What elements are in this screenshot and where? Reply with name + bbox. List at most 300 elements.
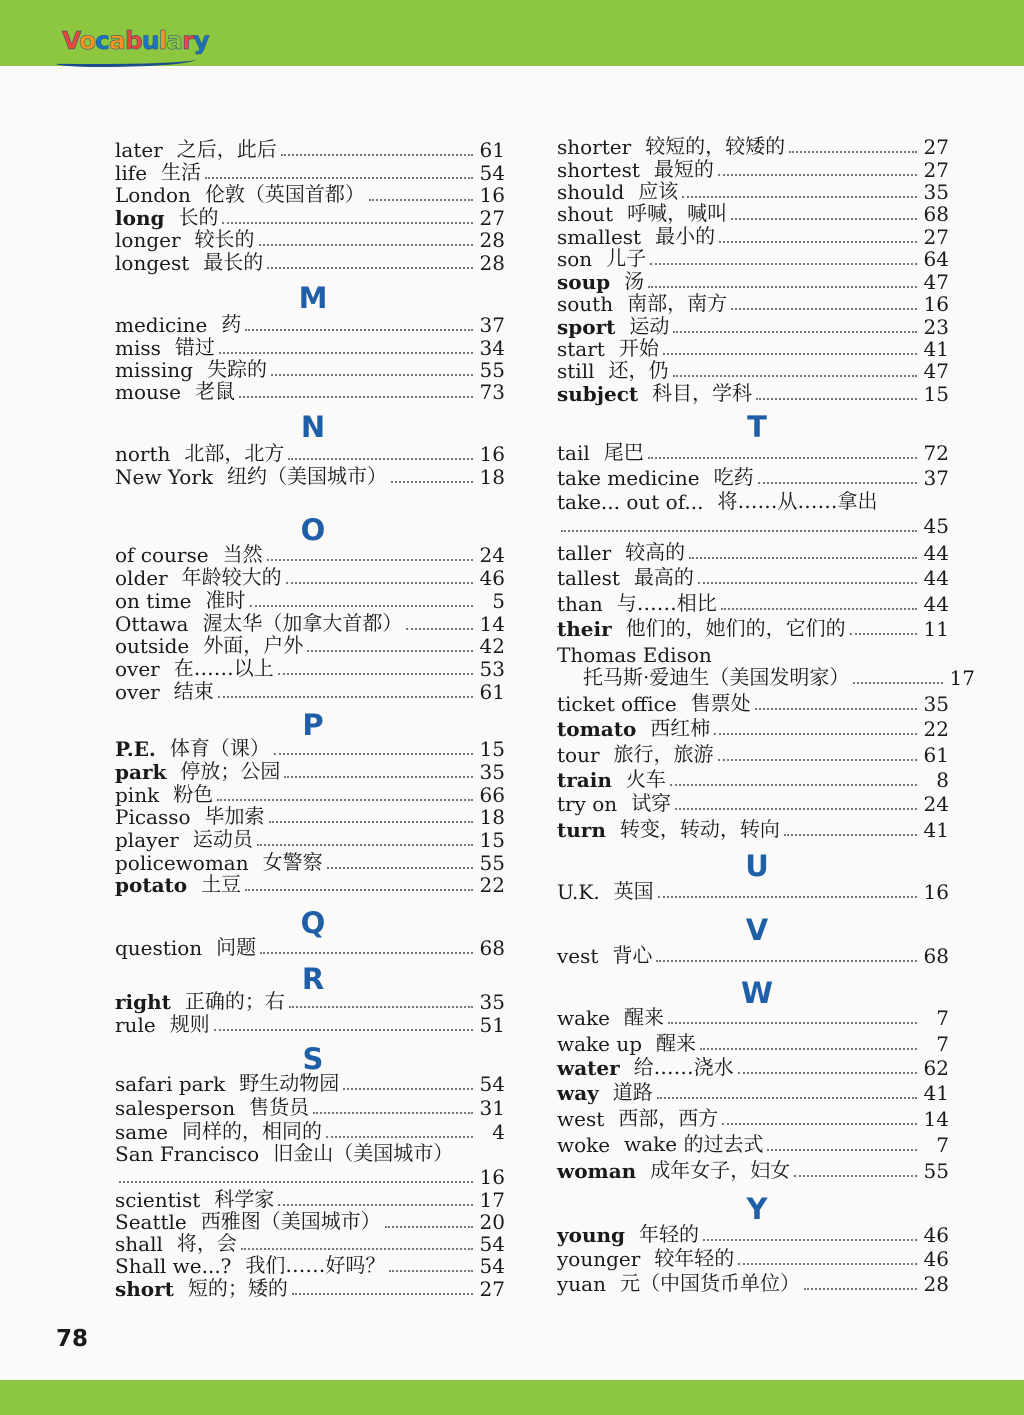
vocab-word: U.K. (557, 880, 600, 904)
vocab-entry (557, 180, 949, 204)
vocab-word: P.E. (115, 737, 156, 761)
vocab-word: younger (557, 1247, 641, 1271)
vocab-meaning: 最高的 (633, 565, 694, 589)
leader-dots (853, 682, 943, 684)
leader-dots (804, 1288, 917, 1290)
vocab-meaning: 错过 (174, 335, 215, 359)
vocab-page: 61 (923, 743, 949, 767)
vocab-word: should (557, 180, 625, 204)
leader-dots (738, 1263, 917, 1265)
leader-dots (673, 331, 917, 333)
logo-letter: o (78, 26, 96, 55)
leader-dots (756, 398, 917, 400)
leader-dots (721, 608, 917, 610)
vocab-page: 46 (479, 566, 505, 590)
leader-dots (260, 952, 473, 954)
vocab-entry (115, 313, 505, 337)
vocab-word: water (557, 1056, 620, 1080)
vocab-meaning: 女警察 (262, 850, 323, 874)
vocab-entry (115, 1165, 505, 1189)
section-letter-w: W (741, 976, 773, 1010)
vocab-word: policewoman (115, 851, 249, 875)
vocab-word: soup (557, 270, 611, 294)
vocab-entry (115, 805, 505, 829)
vocab-word: longer (115, 228, 181, 252)
vocab-entry (115, 380, 505, 404)
vocab-page: 28 (479, 251, 505, 275)
vocab-word: than (557, 592, 603, 616)
leader-dots (700, 1048, 917, 1050)
vocab-entry (115, 228, 505, 252)
vocab-word: player (115, 828, 179, 852)
vocab-page: 11 (923, 617, 949, 641)
vocab-entry (115, 358, 505, 382)
vocab-word: south (557, 292, 614, 316)
vocab-page: 18 (479, 465, 505, 489)
vocab-page: 35 (923, 180, 949, 204)
vocab-meaning: 之后，此后 (176, 137, 277, 161)
vocab-meaning: 给……浇水 (633, 1055, 734, 1079)
page-number: 78 (56, 1326, 89, 1352)
vocab-page: 17 (479, 1188, 505, 1212)
leader-dots (675, 808, 917, 810)
leader-dots (278, 673, 473, 675)
vocab-entry (557, 880, 949, 904)
vocab-page: 64 (923, 247, 949, 271)
vocab-entry (557, 1272, 949, 1296)
section-letter-r: R (301, 962, 325, 996)
vocab-page: 24 (923, 792, 949, 816)
vocab-page: 35 (923, 692, 949, 716)
leader-dots (703, 1239, 917, 1241)
vocab-word: shout (557, 202, 614, 226)
vocab-page: 15 (479, 828, 505, 852)
leader-dots (722, 1123, 917, 1125)
vocab-word: shortest (557, 158, 640, 182)
vocab-page: 41 (923, 818, 949, 842)
vocab-meaning: 旅行，旅游 (613, 742, 714, 766)
leader-dots (650, 263, 917, 265)
vocab-word: north (115, 442, 171, 466)
vocab-entry (557, 944, 949, 968)
vocab-meaning: 最小的 (655, 224, 716, 248)
vocab-meaning: 与……相比 (616, 591, 717, 615)
section-letter-q: Q (300, 906, 326, 940)
vocab-word: short (115, 1277, 174, 1301)
vocab-meaning: 呼喊，喊叫 (627, 201, 728, 225)
leader-dots (218, 696, 473, 698)
vocab-meaning: 背心 (612, 943, 653, 967)
vocab-meaning: 我们……好吗？ (245, 1253, 386, 1277)
leader-dots (327, 867, 473, 869)
leader-dots (561, 530, 917, 532)
vocab-word: New York (115, 465, 213, 489)
vocab-meaning: 老鼠 (195, 379, 235, 403)
vocab-meaning: 较年轻的 (654, 1246, 735, 1270)
vocab-entry (557, 490, 949, 514)
vocab-word: long (115, 206, 165, 230)
vocab-word: woke (557, 1133, 611, 1157)
section-letter-n: N (300, 410, 326, 444)
vocab-word: over (115, 680, 160, 704)
leader-dots (391, 481, 473, 483)
vocab-page: 37 (479, 313, 505, 337)
vocab-page: 61 (479, 138, 505, 162)
vocab-meaning: 正确的；右 (184, 989, 285, 1013)
leader-dots (755, 708, 917, 710)
leader-dots (369, 199, 473, 201)
vocab-entry (557, 382, 949, 406)
vocab-meaning: 将……从……拿出 (717, 489, 878, 513)
vocab-entry (557, 1081, 949, 1105)
footer-bar (0, 1380, 1024, 1415)
vocab-page: 16 (479, 442, 505, 466)
vocab-page: 7 (936, 1133, 949, 1157)
vocab-meaning: 较长的 (194, 227, 255, 251)
vocab-word: Thomas Edison (557, 643, 712, 667)
vocab-word: yuan (557, 1272, 606, 1296)
section-letter-v: V (745, 913, 769, 947)
vocab-page: 51 (479, 1013, 505, 1037)
vocab-meaning: 准时 (205, 588, 246, 612)
vocab-entry (557, 541, 949, 565)
section-letter-y: Y (746, 1192, 768, 1226)
vocab-entry (557, 202, 949, 226)
vocab-word: sport (557, 315, 616, 339)
vocab-page: 44 (923, 566, 949, 590)
leader-dots (259, 244, 473, 246)
vocab-page: 54 (479, 161, 505, 185)
leader-dots (274, 753, 473, 755)
vocab-word: woman (557, 1159, 637, 1183)
section-letter-u: U (745, 849, 769, 883)
vocab-page: 41 (923, 337, 949, 361)
vocab-word: outside (115, 634, 190, 658)
leader-dots (239, 396, 473, 398)
leader-dots (714, 733, 917, 735)
leader-dots (784, 834, 917, 836)
vocab-meaning: 南部，南方 (627, 291, 728, 315)
leader-dots (670, 784, 917, 786)
vocab-meaning: 应该 (638, 179, 679, 203)
vocab-meaning: 西红柿 (650, 716, 711, 740)
vocab-page: 18 (479, 805, 505, 829)
vocab-entry (115, 206, 505, 230)
vocab-meaning: 停放；公园 (180, 759, 281, 783)
vocab-meaning: 问题 (216, 935, 257, 959)
vocab-entry (115, 465, 505, 489)
vocab-word: London (115, 183, 191, 207)
vocab-page: 31 (479, 1096, 505, 1120)
vocab-meaning: 短的；矮的 (187, 1276, 288, 1300)
vocab-meaning: 较高的 (625, 540, 686, 564)
leader-dots (267, 559, 473, 561)
vocab-entry (115, 936, 505, 960)
vocab-meaning: 试穿 (631, 791, 672, 815)
vocab-page: 61 (479, 680, 505, 704)
vocab-entry (115, 612, 505, 636)
vocab-page: 16 (479, 183, 505, 207)
leader-dots (271, 374, 473, 376)
leader-dots (719, 241, 917, 243)
vocab-page: 4 (492, 1120, 505, 1144)
vocab-entry (115, 851, 505, 875)
vocab-meaning: 西部，西方 (618, 1106, 719, 1130)
vocab-page: 44 (923, 541, 949, 565)
vocab-page: 47 (923, 270, 949, 294)
leader-dots (284, 776, 473, 778)
vocab-word: train (557, 768, 612, 792)
vocab-page: 54 (479, 1254, 505, 1278)
vocab-word: west (557, 1107, 605, 1131)
vocab-meaning: 吃药 (713, 465, 754, 489)
vocab-page: 68 (923, 944, 949, 968)
vocab-page: 41 (923, 1081, 949, 1105)
logo-letter: y (193, 26, 209, 55)
vocab-entry (557, 270, 949, 294)
vocab-meaning: 失踪的 (206, 357, 267, 381)
vocab-page: 55 (479, 358, 505, 382)
vocab-word: missing (115, 358, 193, 382)
vocab-meaning: 西雅图（美国城市） (200, 1209, 381, 1233)
vocab-meaning: 野生动物园 (239, 1071, 340, 1095)
vocab-word: taller (557, 541, 612, 565)
vocab-word: way (557, 1081, 599, 1105)
leader-dots (738, 1072, 917, 1074)
logo-letter: V (62, 26, 79, 55)
vocab-entry (115, 566, 505, 590)
leader-dots (313, 1112, 473, 1114)
vocab-page: 42 (479, 634, 505, 658)
vocab-meaning: 渥太华（加拿大首都） (202, 611, 403, 635)
vocab-page: 27 (923, 135, 949, 159)
leader-dots (267, 267, 473, 269)
vocab-word: Shall we...? (115, 1254, 232, 1278)
vocab-word: smallest (557, 225, 642, 249)
vocab-word: try on (557, 792, 618, 816)
vocab-page: 35 (479, 760, 505, 784)
vocab-page: 15 (479, 737, 505, 761)
vocab-meaning: 开始 (618, 336, 659, 360)
vocab-entry (115, 1277, 505, 1301)
vocab-meaning: 粉色 (173, 782, 214, 806)
vocab-meaning: 结束 (173, 679, 214, 703)
vocab-word: tomato (557, 717, 637, 741)
vocab-page: 28 (923, 1272, 949, 1296)
vocab-word: wake (557, 1006, 610, 1030)
vocab-entry (115, 1210, 505, 1234)
vocab-word: tour (557, 743, 600, 767)
leader-dots (698, 582, 917, 584)
vocab-entry (557, 158, 949, 182)
leader-dots (269, 821, 473, 823)
vocab-meaning: 较短的，较矮的 (645, 134, 786, 158)
vocab-entry (115, 873, 505, 897)
vocab-meaning: 规则 (169, 1012, 210, 1036)
vocab-word: scientist (115, 1188, 201, 1212)
vocab-word: shorter (557, 135, 632, 159)
vocab-entry (557, 1223, 949, 1247)
vocab-word: life (115, 161, 148, 185)
leader-dots (245, 889, 473, 891)
leader-dots (758, 482, 917, 484)
leader-dots (668, 1022, 917, 1024)
vocab-meaning: 儿子 (606, 246, 647, 270)
leader-dots (656, 960, 917, 962)
vocab-meaning: 运动员 (192, 827, 253, 851)
vocab-word: subject (557, 382, 639, 406)
vocab-entry (115, 1072, 505, 1096)
leader-dots (794, 1175, 917, 1177)
vocab-meaning: 最短的 (653, 157, 714, 181)
vocab-entry (557, 1032, 949, 1056)
vocab-meaning: 托马斯·爱迪生（美国发明家） (583, 665, 850, 689)
leader-dots (657, 1097, 917, 1099)
section-letter-p: P (302, 708, 324, 742)
logo-letter: c (95, 26, 109, 55)
leader-dots (343, 1088, 473, 1090)
vocab-page: 66 (479, 783, 505, 807)
vocab-meaning: 火车 (625, 767, 666, 791)
leader-dots (222, 222, 473, 224)
leader-dots (245, 329, 473, 331)
leader-dots (385, 1226, 473, 1228)
vocab-entry (557, 1159, 949, 1183)
section-letter-o: O (300, 513, 326, 547)
vocab-page: 15 (923, 382, 949, 406)
section-letter-m: M (298, 281, 328, 315)
vocab-meaning: 生活 (161, 160, 202, 184)
vocab-word: right (115, 990, 171, 1014)
vocab-word: ticket office (557, 692, 677, 716)
vocab-word: Ottawa (115, 612, 189, 636)
vocab-page: 17 (949, 666, 975, 690)
vocab-page: 73 (479, 380, 505, 404)
vocab-entry (557, 666, 975, 690)
vocab-meaning: 转变，转动，转向 (619, 817, 780, 841)
vocab-page: 27 (923, 158, 949, 182)
vocab-meaning: 醒来 (624, 1005, 664, 1029)
vocab-entry (557, 292, 949, 316)
vocab-page: 7 (936, 1006, 949, 1030)
leader-dots (789, 151, 917, 153)
vocab-meaning: 元（中国货币单位） (619, 1271, 800, 1295)
vocab-meaning: 年轻的 (639, 1222, 700, 1246)
vocab-word: Seattle (115, 1210, 187, 1234)
vocab-page: 27 (479, 1277, 505, 1301)
vocab-meaning: 外面，户外 (203, 633, 304, 657)
vocab-word: potato (115, 873, 188, 897)
vocab-entry (115, 1013, 505, 1037)
section-letter-t: T (747, 410, 767, 444)
leader-dots (731, 218, 917, 220)
vocab-page: 53 (479, 657, 505, 681)
vocab-word: pink (115, 783, 160, 807)
vocab-page: 35 (479, 990, 505, 1014)
vocab-meaning: 伦敦（英国首都） (204, 182, 365, 206)
vocab-page: 5 (492, 589, 505, 613)
leader-dots (292, 1293, 473, 1295)
vocab-entry (557, 1006, 949, 1030)
vocab-meaning: 北部，北方 (184, 441, 285, 465)
vocab-page: 72 (923, 441, 949, 465)
vocab-word: turn (557, 818, 606, 842)
vocab-entry (115, 251, 505, 275)
vocab-entry (557, 315, 949, 339)
vocab-word: wake up (557, 1032, 643, 1056)
leader-dots (718, 759, 917, 761)
leader-dots (307, 650, 473, 652)
vocab-meaning: 售货员 (249, 1095, 310, 1119)
vocab-page: 68 (479, 936, 505, 960)
vocab-entry (557, 514, 949, 538)
vocab-meaning: 汤 (624, 269, 645, 293)
vocab-page: 20 (479, 1210, 505, 1234)
leader-dots (214, 1029, 473, 1031)
leader-dots (286, 582, 473, 584)
vocab-page: 34 (479, 336, 505, 360)
vocab-meaning: 将，会 (176, 1231, 237, 1255)
vocab-word: Picasso (115, 805, 191, 829)
leader-dots (718, 174, 917, 176)
vocab-word: mouse (115, 380, 181, 404)
vocab-word: salesperson (115, 1096, 236, 1120)
vocab-page: 45 (923, 514, 949, 538)
vocab-meaning: 同样的，相同的 (182, 1119, 322, 1143)
vocab-word: son (557, 247, 593, 271)
logo-letter: a (166, 26, 183, 55)
vocab-word: safari park (115, 1072, 226, 1096)
logo-letter: l (158, 26, 167, 55)
vocab-page: 54 (479, 1072, 505, 1096)
vocab-word: same (115, 1120, 168, 1144)
vocab-page: 44 (923, 592, 949, 616)
logo-letter: u (141, 26, 159, 55)
vocab-entry (115, 183, 505, 207)
vocab-word: tail (557, 441, 590, 465)
vocab-meaning: 运动 (629, 314, 670, 338)
logo-letter: r (182, 26, 194, 55)
vocab-entry (557, 359, 949, 383)
vocab-meaning: 药 (221, 312, 242, 336)
vocab-word: question (115, 936, 203, 960)
vocab-page: 55 (479, 851, 505, 875)
leader-dots (658, 896, 917, 898)
vocab-meaning: 长的 (178, 205, 219, 229)
vocab-word: still (557, 359, 595, 383)
vocab-meaning: 当然 (222, 542, 263, 566)
vocab-page: 14 (923, 1107, 949, 1131)
vocab-page: 46 (923, 1223, 949, 1247)
vocab-entry (115, 336, 505, 360)
vocab-word: older (115, 566, 168, 590)
vocab-page: 22 (479, 873, 505, 897)
vocab-meaning: 醒来 (656, 1031, 697, 1055)
vocab-word: medicine (115, 313, 208, 337)
leader-dots (689, 557, 917, 559)
vocab-word: rule (115, 1013, 156, 1037)
vocab-meaning: 还，仍 (608, 358, 669, 382)
vocab-word: vest (557, 944, 599, 968)
vocab-meaning: 最长的 (203, 250, 264, 274)
vocab-entry (557, 135, 949, 159)
vocab-meaning: 土豆 (201, 872, 242, 896)
leader-dots (663, 353, 917, 355)
leader-dots (119, 1181, 473, 1183)
section-letter-s: S (302, 1042, 324, 1076)
vocab-meaning: 科目，学科 (652, 381, 753, 405)
leader-dots (767, 1149, 917, 1151)
